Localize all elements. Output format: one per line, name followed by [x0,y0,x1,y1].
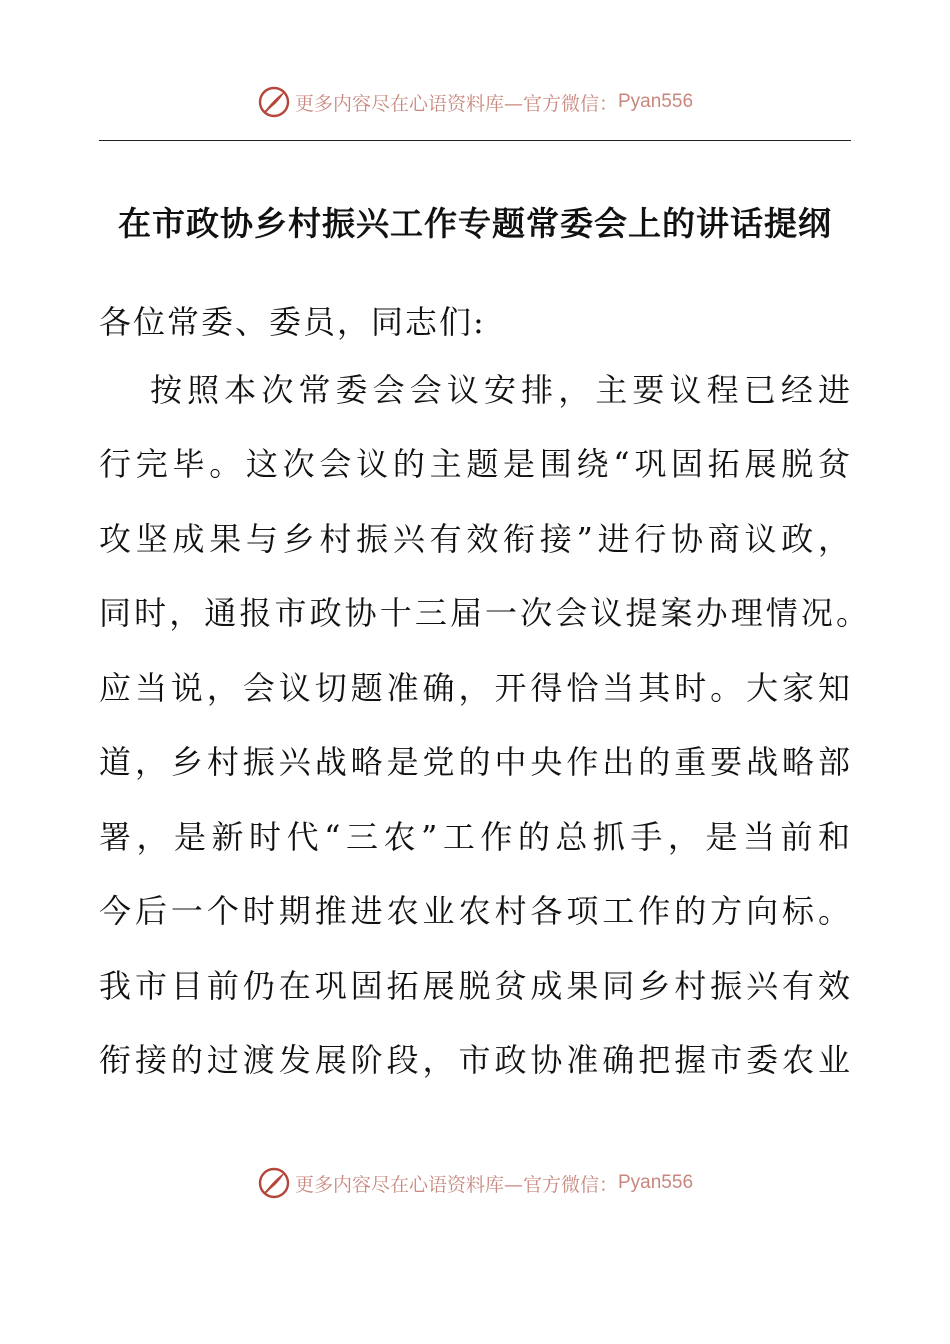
watermark-wechat-id: Pyan556 [618,91,694,112]
paragraph-line: 署，是新时代“三农”工作的总抓手，是当前和 [99,818,851,856]
paragraph-line: 按照本次常委会会议安排，主要议程已经进 [150,371,851,409]
paragraph-line: 道，乡村振兴战略是党的中央作出的重要战略部 [99,743,851,781]
paragraph-line: 同时，通报市政协十三届一次会议提案办理情况。 [99,594,869,632]
footer-watermark [0,1163,950,1203]
watermark-text: 更多内容尽在心语资料库—官方微信： [294,1173,618,1196]
salutation: 各位常委、委员，同志们: [99,303,486,341]
paragraph-line: 今后一个时期推进农业农村各项工作的方向标。 [99,892,851,930]
paragraph-line: 行完毕。这次会议的主题是围绕“巩固拓展脱贫 [99,445,851,483]
header-watermark [0,82,950,122]
watermark-wechat-id: Pyan556 [618,1172,694,1193]
paragraph-line: 攻坚成果与乡村振兴有效衔接”进行协商议政， [99,520,851,558]
paragraph-line: 应当说，会议切题准确，开得恰当其时。大家知 [99,669,851,707]
quill-pen-logo-icon [257,85,291,119]
paragraph-line: 衔接的过渡发展阶段，市政协准确把握市委农业 [99,1041,851,1079]
quill-pen-logo-icon [257,1166,291,1200]
watermark-text: 更多内容尽在心语资料库—官方微信： [294,92,618,115]
paragraph-line: 我市目前仍在巩固拓展脱贫成果同乡村振兴有效 [99,967,851,1005]
header-divider [99,140,851,141]
document-title: 在市政协乡村振兴工作专题常委会上的讲话提纲 [118,204,832,243]
